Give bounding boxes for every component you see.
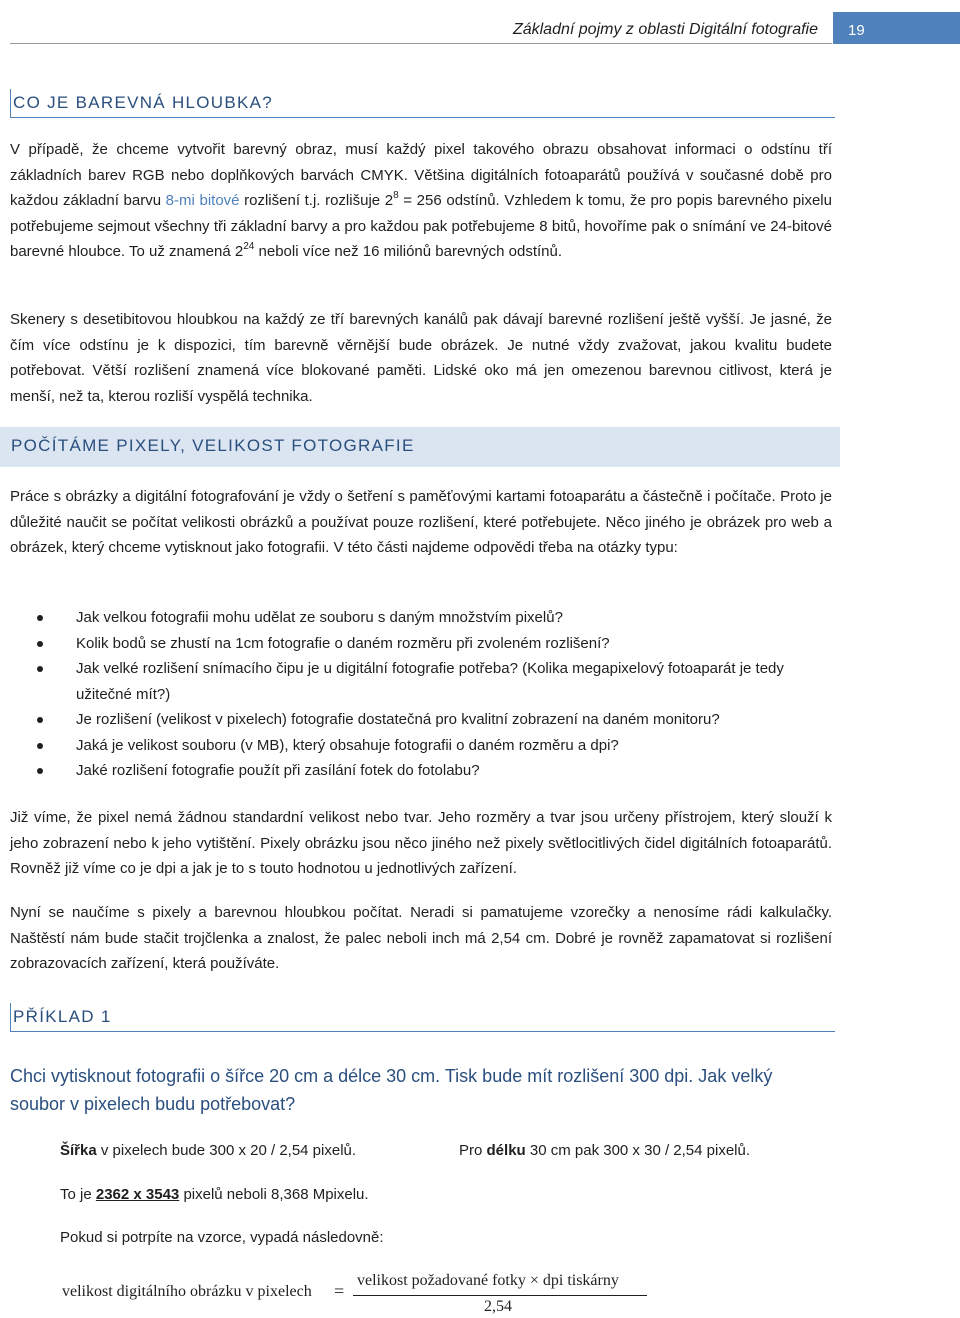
paragraph-calculation-intro: Nyní se naučíme s pixely a barevnou hloubkou počítat. Neradi si pamatujeme vzorečky a nenosíme rádi kalkulačky. Naštěstí nám bude stačit trojčlenka a znalost, že palec neboli inch má 2,54 cm. Dobré je rovněž zapamatovat si rozlišení zobrazovacích zařízení, která používáte.: [10, 904, 832, 972]
list-item: [10, 631, 832, 657]
list-item: [10, 605, 832, 631]
length-calculation: [459, 1142, 750, 1159]
formula-denominator: 2,54: [484, 1298, 512, 1315]
width-formula-text: v pixelech bude 300 x 20 / 2,54 pixelů.: [96, 1142, 357, 1159]
text-run: rozlišení t.j. rozlišuje 2: [239, 192, 394, 209]
list-item: [10, 758, 832, 784]
page-number-badge: [833, 12, 960, 44]
bullet-icon: [37, 717, 43, 723]
exponent: 8: [393, 190, 399, 201]
bullet-icon: [37, 615, 43, 621]
formula-left-side: velikost digitálního obrázku v pixelech: [62, 1283, 312, 1300]
text-run: = 256 odstínů. Vzhledem k tomu, že pro popis barevného pixelu potřebujeme sejmout všechny tři základní barvy a pro každou pak potřebujeme 8 bitů, hovoříme pak o snímání ve 24-bitové barevné hloubce. To už znamená 2: [10, 192, 832, 260]
bullet-icon: [37, 768, 43, 774]
list-item-text: Jaká je velikost souboru (v MB), který obsahuje fotografii o daném rozměru a dpi?: [76, 736, 619, 754]
paragraph-pixel-size: Již víme, že pixel nemá žádnou standardní velikost nebo tvar. Jeho rozměry a tvar jsou určeny přístrojem, který slouží k jeho zobrazení nebo k jeho vytištění. Pixely obrázku jsou něco jiného než pixely světlocitlivých čidel digitálních fotoaparátů. Rovněž již víme co je dpi a jak je to s touto hodnotou u jednotlivých zařízení.: [10, 809, 832, 877]
paragraph-color-depth-intro: [10, 137, 832, 265]
length-label: délku: [486, 1142, 526, 1159]
bullet-icon: [37, 641, 43, 647]
list-item-text: Kolik bodů se zhustí na 1cm fotografie o daném rozměru při zvoleném rozlišení?: [76, 634, 610, 652]
example-heading: [10, 1003, 835, 1032]
text-run: Pro: [459, 1142, 487, 1159]
list-item-text: Jak velké rozlišení snímacího čipu je u digitální fotografie potřeba? (Kolika megapixelový fotoaparát je tedy užitečné mít?): [76, 660, 784, 703]
result-line: [60, 1186, 369, 1203]
formula-numerator: velikost požadované fotky × dpi tiskárny: [357, 1272, 619, 1289]
exponent: 24: [243, 241, 255, 252]
paragraph-working-with-images: Práce s obrázky a digitální fotografování je vždy o šetření s paměťovými kartami fotoaparátu a částečně i počítače. Proto je důležité naučit se počítat velikosti obrázků a používat pouze rozlišení, které potřebujete. Něco jiného je obrázek pro web a obrázek, který chceme vytisknout jako fotografii. V této části najdeme odpovědi třeba na otázky typu:: [10, 488, 832, 556]
list-item-text: Jak velkou fotografii mohu udělat ze souboru s daným množstvím pixelů?: [76, 609, 563, 626]
result-text: pixelů neboli 8,368 Mpixelu.: [179, 1186, 369, 1203]
result-value: 2362 x 3543: [95, 1186, 180, 1203]
question-list: [10, 605, 832, 784]
section-heading-counting-pixels: [0, 427, 840, 467]
section-heading-text: CO JE BAREVNÁ HLOUBKA?: [13, 93, 274, 112]
running-title: Základní pojmy z oblasti Digitální fotografie: [512, 21, 818, 38]
paragraph-scanners: Skenery s desetibitovou hloubkou na každý ze tří barevných kanálů pak dávají barevné rozlišení ještě vyšší. Je jasné, že čím více odstínu je k dispozici, tím barevně věrnější bude obrázek. Je nutné vždy zvažovat, jakou kvalitu budete potřebovat. Větší rozlišení znamená více blokované paměti. Lidské oko má jen omezenou barevnou citlivost, která je menší, než ta, kterou rozliší vyspělá technika.: [10, 311, 832, 405]
section-heading-text: POČÍTÁME PIXELY, VELIKOST FOTOGRAFIE: [11, 436, 415, 455]
text-run: V případě, že chceme vytvořit barevný obraz, musí každý pixel takového obrazu obsahovat informaci o odstínu tří základních barev RGB nebo doplňkových barvách CMYK. Většina digitálních fotoaparátů používá v současné době pro každou základní barvu: [10, 141, 832, 209]
formula-equals: =: [334, 1281, 345, 1301]
page-header: [0, 0, 960, 44]
fraction-bar: [353, 1295, 647, 1296]
width-calculation: [60, 1142, 356, 1159]
width-label: Šířka: [60, 1142, 97, 1159]
example-heading-text: PŘÍKLAD 1: [13, 1007, 112, 1026]
page-number: 19: [848, 22, 865, 39]
example-question: Chci vytisknout fotografii o šířce 20 cm a délce 30 cm. Tisk bude mít rozlišení 300 dpi. Jak velký soubor v pixelech budu potřebovat?: [10, 1066, 773, 1114]
list-item: [10, 733, 832, 759]
text-run: neboli více než 16 miliónů barevných odstínů.: [254, 243, 563, 260]
formula-intro: Pokud si potrpíte na vzorce, vypadá následovně:: [60, 1229, 384, 1246]
section-heading-color-depth: [10, 89, 835, 118]
list-item-text: Je rozlišení (velikost v pixelech) fotografie dostatečná pro kvalitní zobrazení na daném monitoru?: [76, 711, 720, 728]
list-item-text: Jaké rozlišení fotografie použít při zasílání fotek do fotolabu?: [76, 762, 480, 779]
length-formula-text: 30 cm pak 300 x 30 / 2,54 pixelů.: [525, 1142, 751, 1159]
highlighted-term: 8-mi bitové: [165, 192, 240, 209]
bullet-icon: [37, 743, 43, 749]
bullet-icon: [37, 666, 43, 672]
text-run: To je: [60, 1186, 96, 1203]
list-item: [10, 707, 832, 733]
header-divider: [10, 43, 832, 44]
list-item: [10, 656, 832, 707]
